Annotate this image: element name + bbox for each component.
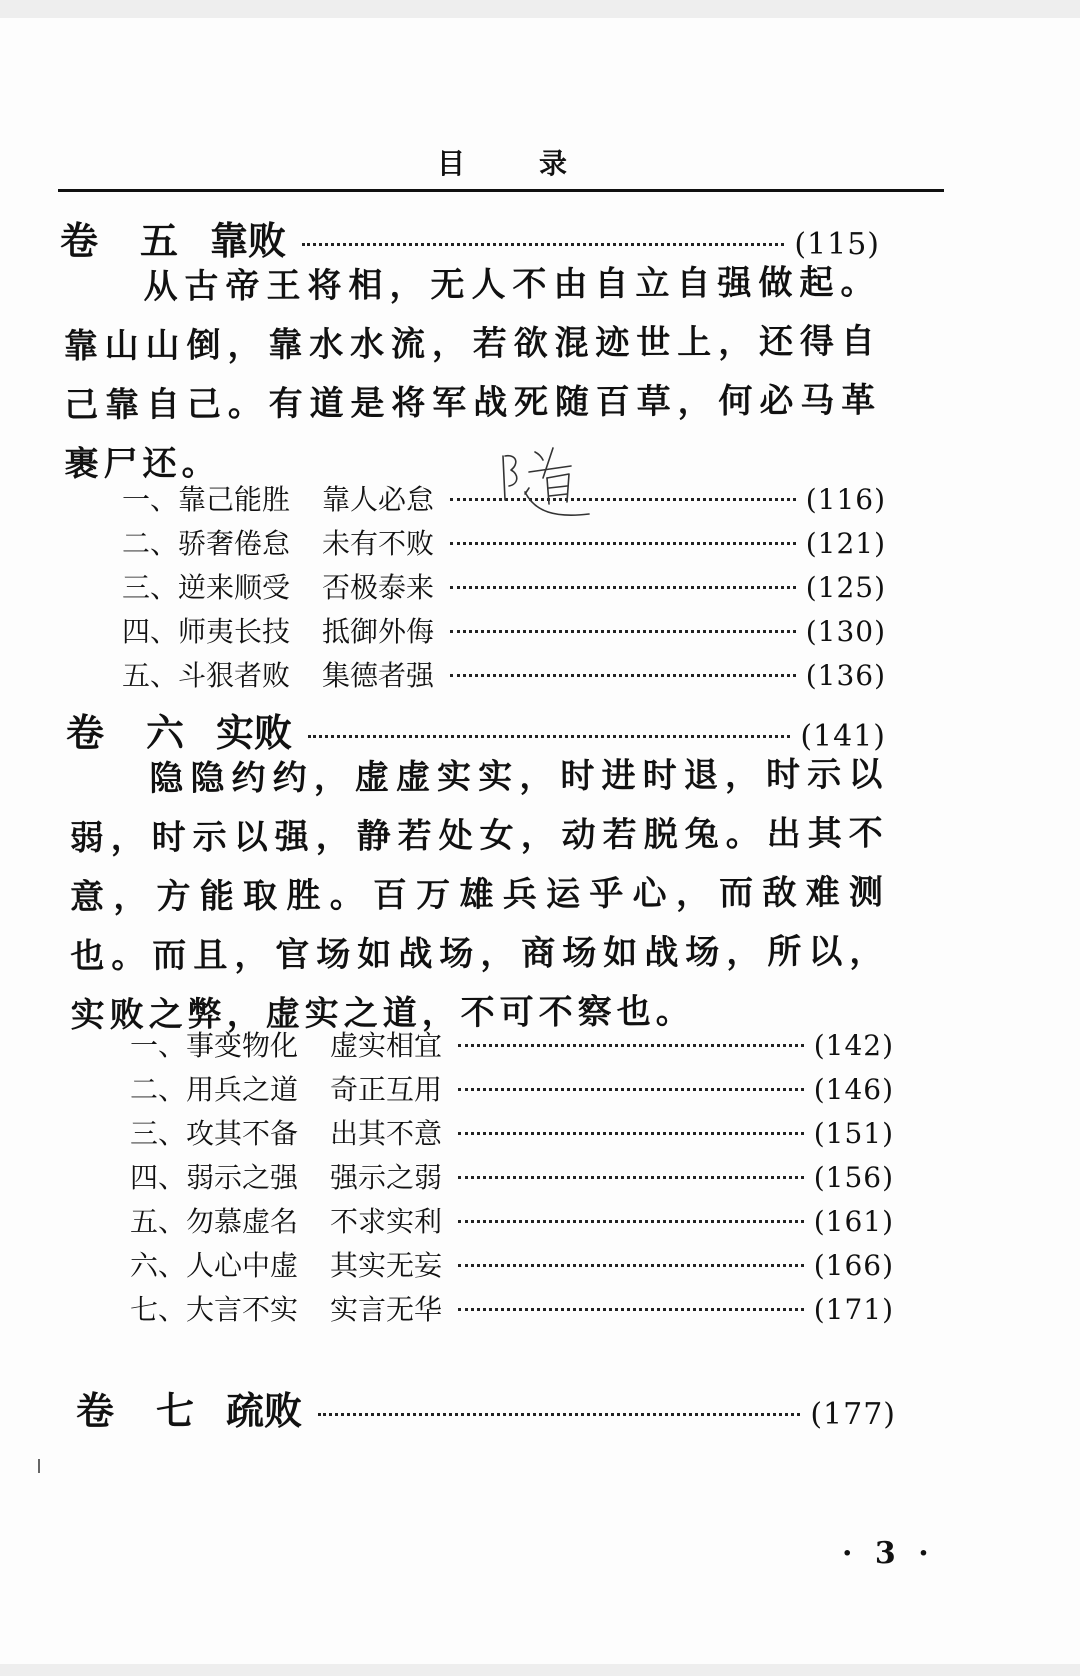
entry-subtitle: 靠人必怠 xyxy=(322,483,435,516)
dot-leader xyxy=(450,674,796,677)
toc-entry[interactable] xyxy=(122,610,886,650)
page-ref: (121) xyxy=(805,527,886,560)
dot-leader xyxy=(458,1088,804,1091)
page-ref: (142) xyxy=(813,1029,894,1062)
volume-number: 卷 七 xyxy=(76,1388,197,1433)
running-head-right: 录 xyxy=(538,147,569,180)
entry-subtitle: 强示之弱 xyxy=(330,1161,443,1194)
toc-entry[interactable] xyxy=(130,1244,894,1284)
entry-subtitle: 奇正互用 xyxy=(330,1073,443,1106)
dot-leader xyxy=(450,630,796,633)
dot-leader xyxy=(458,1308,804,1311)
dot-leader xyxy=(450,542,796,545)
entry-subtitle: 出其不意 xyxy=(330,1117,443,1150)
page-ref: (151) xyxy=(813,1117,894,1150)
running-head-left: 目 xyxy=(437,147,468,180)
page-ref: (166) xyxy=(813,1249,894,1282)
page-ref: (156) xyxy=(813,1161,894,1194)
entry-subtitle: 否极泰来 xyxy=(322,571,435,604)
page-ref: (130) xyxy=(805,615,886,648)
dot-leader xyxy=(458,1220,804,1223)
page-ref: (161) xyxy=(813,1205,894,1238)
toc-entry[interactable] xyxy=(130,1068,894,1108)
dot-leader xyxy=(458,1176,804,1179)
header-rule xyxy=(58,189,944,192)
volume-5-intro: 从古帝王将相，无人不由自立自强做起。靠山山倒，靠水水流，若欲混迹世上，还得自己靠自己。有道是将军战死随百草，何必马革裹尸还。 xyxy=(63,262,881,485)
entry-title: 五、斗狠者败 xyxy=(122,659,291,692)
entry-title: 二、骄奢倦怠 xyxy=(122,527,291,560)
page-number: · 3 · xyxy=(842,1536,935,1571)
entry-subtitle: 抵御外侮 xyxy=(322,615,435,648)
dot-leader xyxy=(318,1413,800,1416)
volume-title: 疏败 xyxy=(226,1388,303,1433)
dot-leader xyxy=(450,586,796,589)
volume-number: 卷 五 xyxy=(60,218,181,263)
volume-title: 靠败 xyxy=(210,218,287,263)
scan-bottom-margin xyxy=(0,1664,1080,1676)
entry-title: 四、师夷长技 xyxy=(122,615,291,648)
entry-title: 三、逆来顺受 xyxy=(122,571,291,604)
volume-title: 实败 xyxy=(216,710,293,755)
entry-title: 七、大言不实 xyxy=(130,1293,299,1326)
entry-title: 四、弱示之强 xyxy=(130,1161,299,1194)
toc-entry[interactable] xyxy=(130,1288,894,1328)
page-ref: (115) xyxy=(794,227,880,262)
page-ref: (141) xyxy=(800,719,886,754)
entry-subtitle: 集德者强 xyxy=(322,659,435,692)
entry-title: 一、靠己能胜 xyxy=(122,483,291,516)
handwritten-annotation xyxy=(495,442,595,532)
entry-title: 六、人心中虚 xyxy=(130,1249,299,1282)
volume-6-intro: 隐隐约约，虚虚实实，时进时退，时示以弱，时示以强，静若处女，动若脱兔。出其不意，方能取胜。百万雄兵运乎心，而敌难测也。而且，官场如战场，商场如战场，所以，实败之弊，虚实之道，不可不察也。 xyxy=(69,754,889,1036)
page-ref: (116) xyxy=(805,483,886,516)
page-ref: (136) xyxy=(805,659,886,692)
page-ref: (171) xyxy=(813,1293,894,1326)
dot-leader xyxy=(458,1044,804,1047)
entry-subtitle: 虚实相宜 xyxy=(330,1029,443,1062)
dot-leader xyxy=(458,1132,804,1135)
entry-title: 五、勿慕虚名 xyxy=(130,1205,299,1238)
scan-top-margin xyxy=(0,0,1080,18)
entry-title: 一、事变物化 xyxy=(130,1029,299,1062)
toc-entry[interactable] xyxy=(122,566,886,606)
entry-subtitle: 其实无妄 xyxy=(330,1249,443,1282)
scan-speck xyxy=(38,1459,40,1473)
page-ref: (125) xyxy=(805,571,886,604)
page-ref: (177) xyxy=(810,1397,896,1432)
dot-leader xyxy=(458,1264,804,1267)
toc-entry[interactable] xyxy=(130,1156,894,1196)
entry-subtitle: 未有不败 xyxy=(322,527,435,560)
entry-title: 二、用兵之道 xyxy=(130,1073,299,1106)
dot-leader xyxy=(308,735,790,738)
volume-number: 卷 六 xyxy=(66,710,187,755)
entry-subtitle: 实言无华 xyxy=(330,1293,443,1326)
entry-title: 三、攻其不备 xyxy=(130,1117,299,1150)
dot-leader xyxy=(302,243,784,246)
toc-entry[interactable] xyxy=(130,1200,894,1240)
entry-subtitle: 不求实利 xyxy=(330,1205,443,1238)
toc-entry[interactable] xyxy=(122,654,886,694)
toc-volume-7[interactable] xyxy=(76,1380,896,1435)
page-ref: (146) xyxy=(813,1073,894,1106)
running-head xyxy=(437,142,569,182)
toc-entry[interactable] xyxy=(130,1112,894,1152)
toc-entry[interactable] xyxy=(130,1024,894,1064)
